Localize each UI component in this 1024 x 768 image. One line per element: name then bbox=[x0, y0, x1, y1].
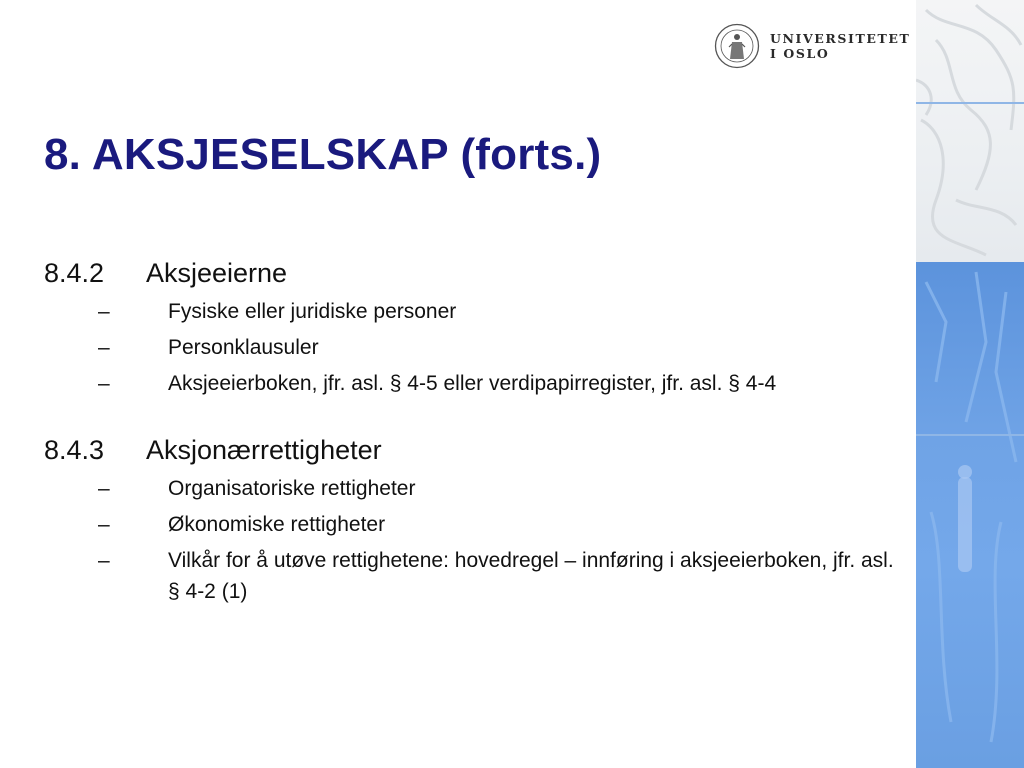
logo-line-2: I OSLO bbox=[770, 46, 830, 61]
bullet-item bbox=[44, 296, 894, 327]
bullet-dash: – bbox=[98, 300, 110, 323]
section-heading bbox=[44, 256, 894, 290]
bullet-list bbox=[44, 296, 894, 399]
bullet-item bbox=[44, 545, 894, 607]
university-seal-icon bbox=[714, 23, 760, 69]
section-aksjonaerrettigheter bbox=[44, 433, 894, 607]
bullet-item bbox=[44, 332, 894, 363]
bullet-text: Vilkår for å utøve rettighetene: hovedregel – innføring i aksjeeierboken, jfr. asl. § 4-2 (1) bbox=[168, 549, 894, 603]
strip-divider bbox=[916, 102, 1024, 104]
bullet-text: Fysiske eller juridiske personer bbox=[168, 300, 457, 323]
bullet-text: Aksjeeierboken, jfr. asl. § 4-5 eller verdipapirregister, jfr. asl. § 4-4 bbox=[168, 372, 777, 395]
university-logo bbox=[714, 22, 910, 70]
bullet-text: Økonomiske rettigheter bbox=[168, 513, 386, 536]
decorative-blue-panel bbox=[916, 262, 1024, 768]
sculpture-relief-icon bbox=[916, 0, 1024, 262]
section-title: Aksjeeierne bbox=[146, 258, 288, 288]
section-heading bbox=[44, 433, 894, 467]
bullet-item bbox=[44, 509, 894, 540]
section-title: Aksjonærrettigheter bbox=[146, 435, 382, 465]
bullet-dash: – bbox=[98, 372, 110, 395]
bullet-item bbox=[44, 473, 894, 504]
decorative-sculpture-panel bbox=[916, 0, 1024, 262]
statue-silhouette-icon bbox=[916, 262, 1024, 768]
bullet-dash: – bbox=[98, 336, 110, 359]
slide-title: 8. AKSJESELSKAP (forts.) bbox=[44, 130, 602, 179]
bullet-text: Organisatoriske rettigheter bbox=[168, 477, 416, 500]
bullet-dash: – bbox=[98, 513, 110, 536]
bullet-item bbox=[44, 368, 894, 399]
bullet-dash: – bbox=[98, 549, 110, 572]
section-aksjeeierne bbox=[44, 256, 894, 399]
logo-line-1: UNIVERSITETET bbox=[770, 31, 911, 46]
section-number: 8.4.3 bbox=[44, 435, 105, 465]
bullet-text: Personklausuler bbox=[168, 336, 319, 359]
section-number: 8.4.2 bbox=[44, 258, 105, 288]
bullet-dash: – bbox=[98, 477, 110, 500]
bullet-list bbox=[44, 473, 894, 607]
strip-divider bbox=[916, 434, 1024, 436]
slide-content bbox=[44, 256, 894, 633]
